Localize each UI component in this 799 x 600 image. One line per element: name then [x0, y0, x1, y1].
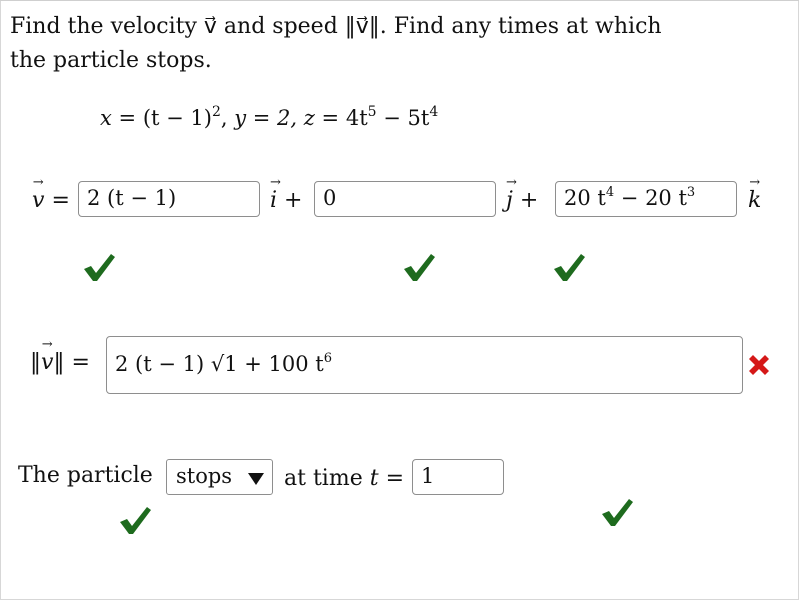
check-icon-dropdown: [118, 505, 152, 535]
velocity-j-component-input[interactable]: 0: [314, 181, 496, 217]
check-icon-j: [402, 252, 436, 282]
particle-prefix: The particle: [18, 463, 153, 488]
problem-statement: [10, 10, 730, 78]
velocity-label: → v =: [32, 175, 70, 213]
speed-label: ‖ → v‖ =: [30, 337, 90, 375]
cross-icon: [746, 352, 772, 378]
top-border: [0, 0, 799, 1]
problem-line-2: the particle stops.: [10, 48, 212, 73]
velocity-i-component-input[interactable]: 2 (t − 1): [78, 181, 260, 217]
i-unit-plus: → i +: [270, 175, 303, 213]
k-unit: → k: [748, 175, 762, 213]
j-unit-plus: → j +: [506, 175, 539, 213]
problem-line-1: Find the velocity v⃗ and speed ‖v⃗‖. Find any times at which: [10, 14, 662, 39]
check-icon-time: [600, 497, 634, 527]
stops-dropdown[interactable]: stops: [166, 459, 273, 495]
stop-time-input[interactable]: 1: [412, 459, 504, 495]
velocity-k-component-input[interactable]: 20 $t^4 - 20$ $t^3$: [555, 181, 737, 217]
position-equation: $x = (t - 1)^2$, y = 2, $z = 4t^5 - 5t^4$: [100, 104, 439, 130]
time-label: at time t =: [284, 466, 404, 491]
check-icon-i: [82, 252, 116, 282]
chevron-down-icon: [248, 473, 264, 485]
check-icon-k: [552, 252, 586, 282]
speed-input[interactable]: 2 (t − 1) √1 + 100 $t^6$: [106, 336, 743, 394]
